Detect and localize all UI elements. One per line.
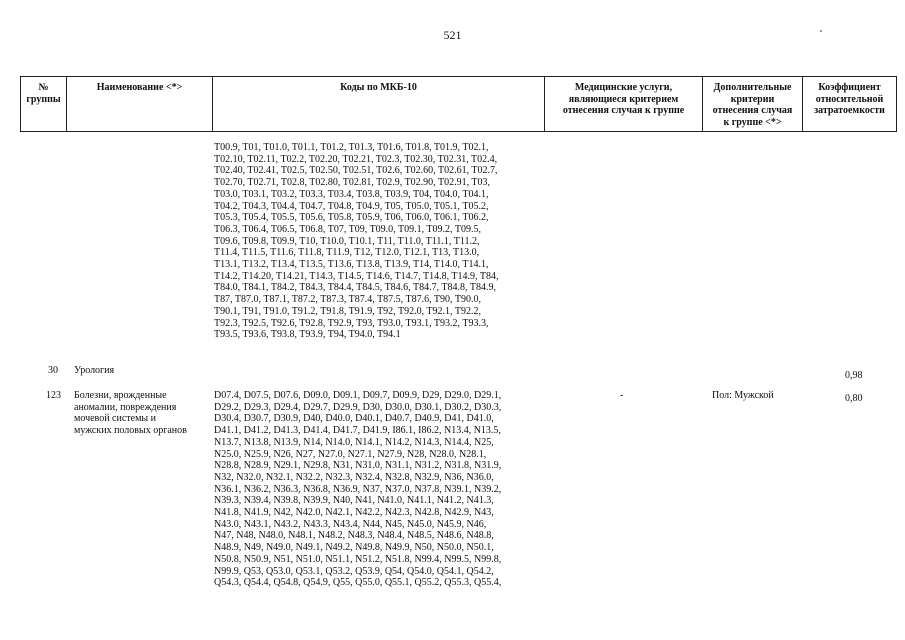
group-123-additional-criteria: Пол: Мужской [712,390,774,401]
table-header [20,76,897,132]
group-123-codes: D07.4, D07.5, D07.6, D09.0, D09.1, D09.7, D09.9, D29, D29.0, D29.1, D29.2, D29.3, D29.4, D29.7, D29.9, D30, D30.0, D30.1, D30.2, D30.3, D30.4, D30.7, D30.9, D40, D40.0, D40.1, D40.7, D40.9, D41, D41.0, D41.1, D41.2, D41.3, D41.4, D41.7, D41.9, I86.1, I86.2, N13.4, N13.5, N13.7, N13.8, N13.9, N14, N14.0, N14.1, N14.2, N14.3, N14.4, N25, N25.0, N25.9, N26, N27, N27.0, N27.1, N27.9, N28, N28.0, N28.1, N28.8, N28.9, N29.1, N29.8, N31, N31.0, N31.1, N31.2, N31.8, N31.9, N32, N32.0, N32.1, N32.2, N32.3, N32.4, N32.8, N32.9, N36, N36.0, N36.1, N36.2, N36.3, N36.8, N36.9, N37, N37.0, N37.8, N39.1, N39.2, N39.3, N39.4, N39.8, N39.9, N40, N41, N41.0, N41.1, N41.2, N41.3, N41.8, N41.9, N42, N42.0, N42.1, N42.2, N42.3, N42.8, N42.9, N43, N43.0, N43.1, N43.2, N43.3, N43.4, N44, N45, N45.0, N45.9, N46, N47, N48, N48.0, N48.1, N48.2, N48.3, N48.4, N48.5, N48.6, N48.8, N48.9, N49, N49.0, N49.1, N49.2, N49.8, N49.9, N50, N50.0, N50.1, N50.8, N50.9, N51, N51.0, N51.1, N51.2, N51.8, N99.4, N99.5, N99.8, N99.9, Q53, Q53.0, Q53.1, Q53.2, Q53.9, Q54, Q54.0, Q54.1, Q54.2, Q54.3, Q54.4, Q54.8, Q54.9, Q55, Q55.0, Q55.1, Q55.2, Q55.3, Q55.4, [214,390,502,589]
header-name: Наименование <*> [67,77,213,132]
header-codes: Коды по МКБ-10 [213,77,545,132]
header-coefficient: Коэффициент относительной затратоемкости [803,77,897,132]
group-123-medical-services: - [620,390,624,401]
header-additional-criteria: Дополнительные критерии отнесения случая к группе <*> [703,77,803,132]
continued-codes: T00.9, T01, T01.0, T01.1, T01.2, T01.3, T01.6, T01.8, T01.9, T02.1, T02.10, T02.11, T02.2, T02.20, T02.21, T02.3, T02.30, T02.31, T02.4, T02.40, T02.41, T02.5, T02.50, T02.51, T02.6, T02.60, T02.61, T02.7, T02.70, T02.71, T02.8, T02.80, T02.81, T02.9, T02.90, T02.91, T03, T03.0, T03.1, T03.2, T03.3, T03.4, T03.8, T03.9, T04, T04.0, T04.1, T04.2, T04.3, T04.4, T04.7, T04.8, T04.9, T05, T05.0, T05.1, T05.2, T05.3, T05.4, T05.5, T05.6, T05.8, T05.9, T06, T06.0, T06.1, T06.2, T06.3, T06.4, T06.5, T06.8, T07, T09, T09.0, T09.1, T09.2, T09.5, T09.6, T09.8, T09.9, T10, T10.0, T10.1, T11, T11.0, T11.1, T11.2, T11.4, T11.5, T11.6, T11.8, T11.9, T12, T12.0, T12.1, T13, T13.0, T13.1, T13.2, T13.4, T13.5, T13.6, T13.8, T13.9, T14, T14.0, T14.1, T14.2, T14.20, T14.21, T14.3, T14.5, T14.6, T14.7, T14.8, T14.9, T84, T84.0, T84.1, T84.2, T84.3, T84.4, T84.5, T84.6, T84.7, T84.8, T84.9, T87, T87.0, T87.1, T87.2, T87.3, T87.4, T87.5, T87.6, T90, T90.0, T90.1, T91, T91.0, T91.2, T91.8, T91.9, T92, T92.0, T92.1, T92.2, T92.3, T92.5, T92.6, T92.8, T92.9, T93, T93.0, T93.1, T93.2, T93.3, T93.5, T93.6, T93.8, T93.9, T94, T94.0, T94.1 [214,142,499,341]
header-medical-services: Медицинские услуги, являющиеся критерием отнесения случая к группе [545,77,703,132]
group-123-name: Болезни, врожденные аномалии, повреждения мочевой системы и мужских половых органов [74,390,187,437]
group-123-coefficient: 0,80 [845,393,863,404]
group-123-number: 123 [46,390,61,401]
scan-speck [820,30,822,32]
section-30-coefficient: 0,98 [845,370,863,381]
header-row [21,77,897,132]
section-30-number: 30 [48,365,58,376]
header-group-number: № группы [21,77,67,132]
section-30-name: Урология [74,365,115,376]
page-number: 521 [443,28,462,42]
